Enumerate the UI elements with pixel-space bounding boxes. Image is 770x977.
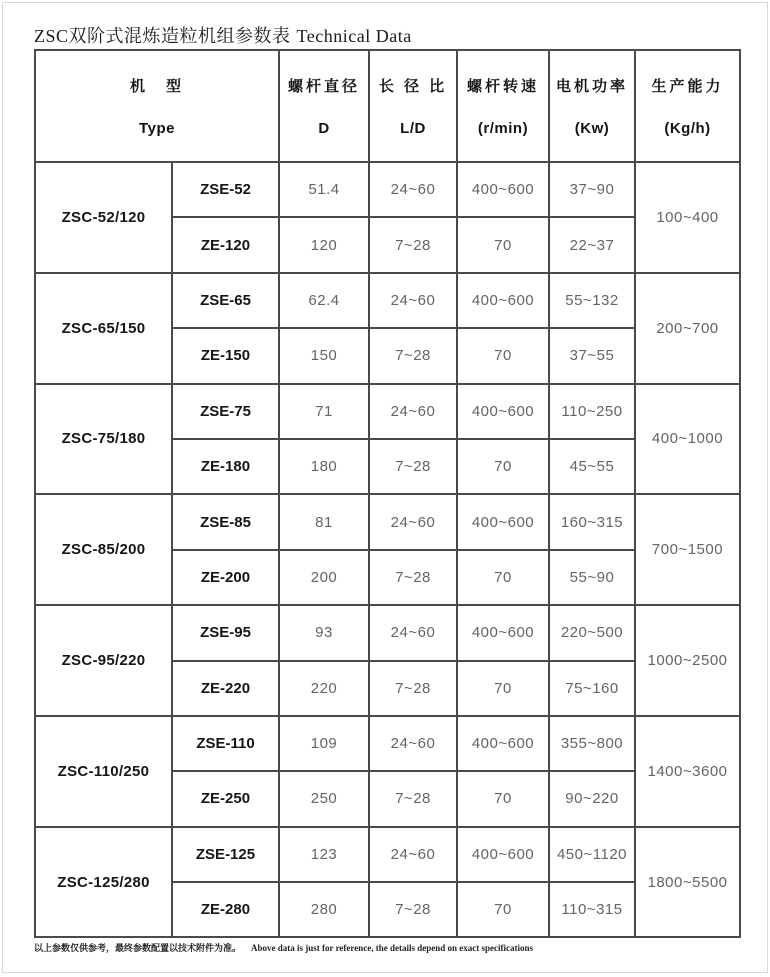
value-cell-diameter: 51.4 [279, 162, 369, 217]
value-cell-power: 37~55 [549, 328, 635, 383]
header-diameter-en: D [318, 120, 330, 137]
sub-model-cell: ZE-200 [172, 550, 279, 605]
value-cell-diameter: 109 [279, 716, 369, 771]
value-cell-power: 110~250 [549, 384, 635, 439]
value-cell-ld: 24~60 [369, 162, 457, 217]
value-cell-ld: 7~28 [369, 661, 457, 716]
header-power-zh: 电机功率 [555, 78, 628, 95]
value-cell-speed: 400~600 [457, 384, 549, 439]
value-cell-ld: 7~28 [369, 328, 457, 383]
table-row [35, 384, 740, 439]
header-cell-ld [369, 50, 457, 162]
header-power-en: (Kw) [574, 120, 610, 137]
value-cell-diameter: 71 [279, 384, 369, 439]
table-row [35, 605, 740, 660]
value-cell-diameter: 200 [279, 550, 369, 605]
table-row [35, 716, 740, 771]
value-cell-ld: 24~60 [369, 605, 457, 660]
value-cell-ld: 24~60 [369, 273, 457, 328]
table-row [35, 162, 740, 217]
spec-table [34, 49, 741, 938]
model-cell: ZSC-110/250 [35, 716, 172, 827]
value-cell-diameter: 93 [279, 605, 369, 660]
model-cell: ZSC-52/120 [35, 162, 172, 273]
header-cell-capacity [635, 50, 740, 162]
sub-model-cell: ZE-250 [172, 771, 279, 826]
value-cell-diameter: 250 [279, 771, 369, 826]
value-cell-diameter: 120 [279, 217, 369, 272]
value-cell-power: 37~90 [549, 162, 635, 217]
header-type-zh: 机 型 [129, 78, 184, 95]
sub-model-cell: ZE-150 [172, 328, 279, 383]
value-cell-speed: 400~600 [457, 273, 549, 328]
capacity-cell: 100~400 [635, 162, 740, 273]
value-cell-ld: 7~28 [369, 439, 457, 494]
value-cell-power: 110~315 [549, 882, 635, 937]
sub-model-cell: ZSE-65 [172, 273, 279, 328]
capacity-cell: 400~1000 [635, 384, 740, 495]
header-diameter-zh: 螺杆直径 [287, 78, 360, 95]
sub-model-cell: ZE-120 [172, 217, 279, 272]
value-cell-power: 75~160 [549, 661, 635, 716]
sub-model-cell: ZE-220 [172, 661, 279, 716]
value-cell-power: 55~90 [549, 550, 635, 605]
sub-model-cell: ZE-280 [172, 882, 279, 937]
value-cell-speed: 70 [457, 661, 549, 716]
value-cell-diameter: 62.4 [279, 273, 369, 328]
value-cell-speed: 70 [457, 882, 549, 937]
value-cell-ld: 7~28 [369, 550, 457, 605]
value-cell-power: 55~132 [549, 273, 635, 328]
capacity-cell: 1400~3600 [635, 716, 740, 827]
footnote-english: Above data is just for reference, the details depend on exact specifications [251, 943, 533, 953]
value-cell-power: 22~37 [549, 217, 635, 272]
value-cell-power: 450~1120 [549, 827, 635, 882]
model-cell: ZSC-95/220 [35, 605, 172, 716]
value-cell-ld: 24~60 [369, 827, 457, 882]
model-cell: ZSC-125/280 [35, 827, 172, 938]
value-cell-speed: 70 [457, 439, 549, 494]
sub-model-cell: ZSE-85 [172, 494, 279, 549]
sub-model-cell: ZSE-75 [172, 384, 279, 439]
value-cell-ld: 7~28 [369, 217, 457, 272]
value-cell-power: 45~55 [549, 439, 635, 494]
header-cell-type [35, 50, 279, 162]
value-cell-speed: 400~600 [457, 494, 549, 549]
sub-model-cell: ZE-180 [172, 439, 279, 494]
model-cell: ZSC-65/150 [35, 273, 172, 384]
page-title [34, 22, 412, 48]
header-speed-en: (r/min) [477, 120, 529, 137]
header-cell-power [549, 50, 635, 162]
value-cell-power: 355~800 [549, 716, 635, 771]
header-cell-speed [457, 50, 549, 162]
sub-model-cell: ZSE-125 [172, 827, 279, 882]
value-cell-speed: 400~600 [457, 162, 549, 217]
table-row [35, 273, 740, 328]
value-cell-speed: 400~600 [457, 605, 549, 660]
header-capacity-en: (Kg/h) [664, 120, 711, 137]
page-border [2, 2, 768, 973]
header-ld-zh: 长 径 比 [378, 78, 448, 95]
value-cell-diameter: 280 [279, 882, 369, 937]
value-cell-speed: 400~600 [457, 827, 549, 882]
header-cell-diameter [279, 50, 369, 162]
value-cell-diameter: 150 [279, 328, 369, 383]
value-cell-speed: 70 [457, 771, 549, 826]
value-cell-diameter: 81 [279, 494, 369, 549]
table-row [35, 827, 740, 882]
sub-model-cell: ZSE-110 [172, 716, 279, 771]
value-cell-ld: 7~28 [369, 882, 457, 937]
value-cell-diameter: 180 [279, 439, 369, 494]
header-row [35, 50, 740, 162]
value-cell-power: 160~315 [549, 494, 635, 549]
header-speed-zh: 螺杆转速 [466, 78, 539, 95]
value-cell-diameter: 123 [279, 827, 369, 882]
header-ld-en: L/D [400, 120, 426, 137]
header-capacity-zh: 生产能力 [651, 78, 724, 95]
value-cell-diameter: 220 [279, 661, 369, 716]
sub-model-cell: ZSE-52 [172, 162, 279, 217]
value-cell-speed: 70 [457, 328, 549, 383]
table-row [35, 494, 740, 549]
page-title-english: Technical Data [296, 26, 412, 46]
value-cell-power: 220~500 [549, 605, 635, 660]
footnote-chinese: 以上参数仅供参考，最终参数配置以技术附件为准。 [34, 943, 242, 953]
value-cell-ld: 24~60 [369, 716, 457, 771]
model-cell: ZSC-75/180 [35, 384, 172, 495]
value-cell-ld: 24~60 [369, 494, 457, 549]
capacity-cell: 200~700 [635, 273, 740, 384]
value-cell-power: 90~220 [549, 771, 635, 826]
capacity-cell: 1000~2500 [635, 605, 740, 716]
model-cell: ZSC-85/200 [35, 494, 172, 605]
value-cell-speed: 70 [457, 550, 549, 605]
sub-model-cell: ZSE-95 [172, 605, 279, 660]
value-cell-speed: 70 [457, 217, 549, 272]
capacity-cell: 1800~5500 [635, 827, 740, 938]
capacity-cell: 700~1500 [635, 494, 740, 605]
page-title-chinese: ZSC双阶式混炼造粒机组参数表 [34, 26, 291, 46]
value-cell-speed: 400~600 [457, 716, 549, 771]
value-cell-ld: 24~60 [369, 384, 457, 439]
header-type-en: Type [139, 120, 175, 137]
value-cell-ld: 7~28 [369, 771, 457, 826]
footnote [34, 941, 734, 954]
